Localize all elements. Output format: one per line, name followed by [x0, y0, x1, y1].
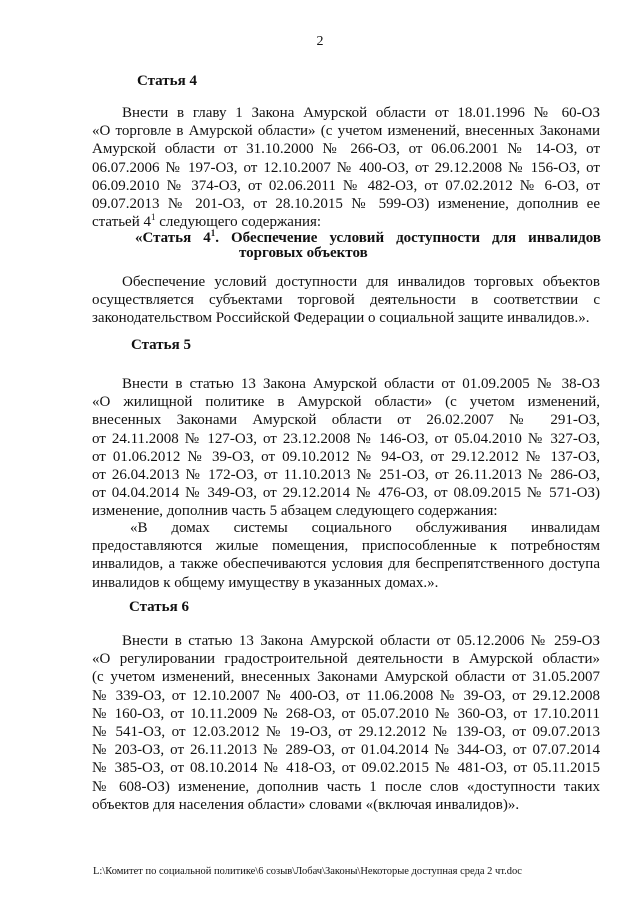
text-line: осуществляется субъектами торговой деятельности в соответствии с: [92, 292, 600, 309]
text-line: от 04.04.2014 № 349-ОЗ, от 29.12.2014 № 476-ОЗ, от 08.09.2015 № 571-ОЗ): [92, 485, 600, 502]
text-line: от 26.04.2013 № 172-ОЗ, от 11.10.2013 № 251-ОЗ, от 26.11.2013 № 286-ОЗ,: [92, 467, 600, 484]
text-line: объектов для населения области» словами «(включая инвалидов)».: [92, 796, 520, 813]
text-line: 06.09.2010 № 374-ОЗ, от 02.06.2011 № 482-ОЗ, от 07.02.2012 № 6-ОЗ, от: [92, 177, 600, 194]
text-line: № 541-ОЗ, от 12.03.2012 № 19-ОЗ, от 29.12.2012 № 139-ОЗ, от 09.07.2013: [92, 724, 600, 741]
text-line: «О торговле в Амурской области» (с учетом изменений, внесенных Законами: [92, 123, 600, 140]
text-fragment: следующего содержания:: [155, 214, 322, 231]
article-5-quote: [92, 519, 600, 592]
text-line: «В домах системы социального обслуживания инвалидам: [130, 520, 600, 536]
text-line: (с учетом изменений, внесенных Законами Амурской области от 31.05.2007: [92, 669, 600, 686]
text-line: Внести в главу 1 Закона Амурской области от 18.01.1996 № 60-ОЗ: [122, 105, 600, 121]
article-6-body: [92, 632, 600, 814]
text-line: № 608-ОЗ) изменение, дополнив часть 1 после слов «доступности таких: [92, 778, 600, 795]
text-line: Амурской области от 31.10.2000 № 266-ОЗ, от 06.06.2001 № 14-ОЗ, от: [92, 141, 600, 158]
text-line: [92, 213, 600, 231]
superscript: 1: [151, 212, 156, 223]
text-line: изменение, дополнив часть 5 абзацем следующего содержания:: [92, 503, 498, 520]
article-6-heading: Статья 6: [129, 599, 189, 615]
article-4-body: [92, 104, 600, 231]
text-line: 09.07.2013 № 201-ОЗ, от 28.10.2015 № 599-ОЗ) изменение, дополнив ее: [92, 196, 600, 213]
text-line: законодательством Российской Федерации о социальной защите инвалидов.».: [92, 310, 590, 327]
article-4-heading: Статья 4: [137, 73, 197, 89]
new-article-heading: [135, 228, 601, 261]
text-line: Обеспечение условий доступности для инвалидов торговых объектов: [122, 274, 600, 290]
text-line: [135, 228, 601, 246]
text-line: инвалидов к общему имуществу в указанных домах.».: [92, 574, 439, 591]
text-line: от 01.06.2012 № 39-ОЗ, от 09.10.2012 № 94-ОЗ, от 29.12.2012 № 137-ОЗ,: [92, 448, 600, 465]
text-line: № 385-ОЗ, от 08.10.2014 № 418-ОЗ, от 09.02.2015 № 481-ОЗ, от 05.11.2015: [92, 760, 600, 777]
text-line: «О регулировании градостроительной деятельности в Амурской области»: [92, 651, 600, 668]
text-line: № 160-ОЗ, от 10.11.2009 № 268-ОЗ, от 05.07.2010 № 360-ОЗ, от 17.10.2011: [92, 705, 600, 722]
text-line: внесенных Законами Амурской области от 26.02.2007 № 291-ОЗ,: [92, 412, 600, 429]
article-5-body: [92, 375, 600, 521]
text-line: 06.07.2006 № 197-ОЗ, от 12.10.2007 № 400-ОЗ, от 29.12.2008 № 156-ОЗ, от: [92, 159, 600, 176]
text-line: № 339-ОЗ, от 12.10.2007 № 400-ОЗ, от 11.06.2008 № 39-ОЗ, от 29.12.2008: [92, 687, 600, 704]
superscript: 1: [210, 228, 216, 238]
text-line: инвалидов, а также обеспечиваются условия для беспрепятственного доступа: [92, 556, 600, 573]
text-fragment: статьей 4: [92, 214, 151, 231]
text-fragment: «Статья 4: [135, 230, 211, 246]
article-5-heading: Статья 5: [131, 337, 191, 353]
text-line: «О жилищной политике в Амурской области» (с учетом изменений,: [92, 394, 600, 411]
new-article-body: [92, 273, 600, 328]
text-line: торговых объектов: [239, 245, 368, 261]
text-line: Внести в статью 13 Закона Амурской области от 01.09.2005 № 38-ОЗ: [122, 376, 600, 392]
text-line: от 24.11.2008 № 127-ОЗ, от 23.12.2008 № 146-ОЗ, от 05.04.2010 № 327-ОЗ,: [92, 430, 600, 447]
text-line: предоставляются жилые помещения, приспособленные к потребностям: [92, 538, 600, 555]
text-line: Внести в статью 13 Закона Амурской области от 05.12.2006 № 259-ОЗ: [122, 633, 600, 649]
page-number: 2: [316, 34, 324, 49]
text-fragment: . Обеспечение условий доступности для инвалидов: [215, 230, 601, 246]
file-path-footer: L:\Комитет по социальной политике\6 созыв\Лобач\Законы\Некоторые доступная среда 2 чт.doc: [93, 866, 522, 877]
text-line: № 203-ОЗ, от 26.11.2013 № 289-ОЗ, от 01.04.2014 № 344-ОЗ, от 07.07.2014: [92, 742, 600, 759]
